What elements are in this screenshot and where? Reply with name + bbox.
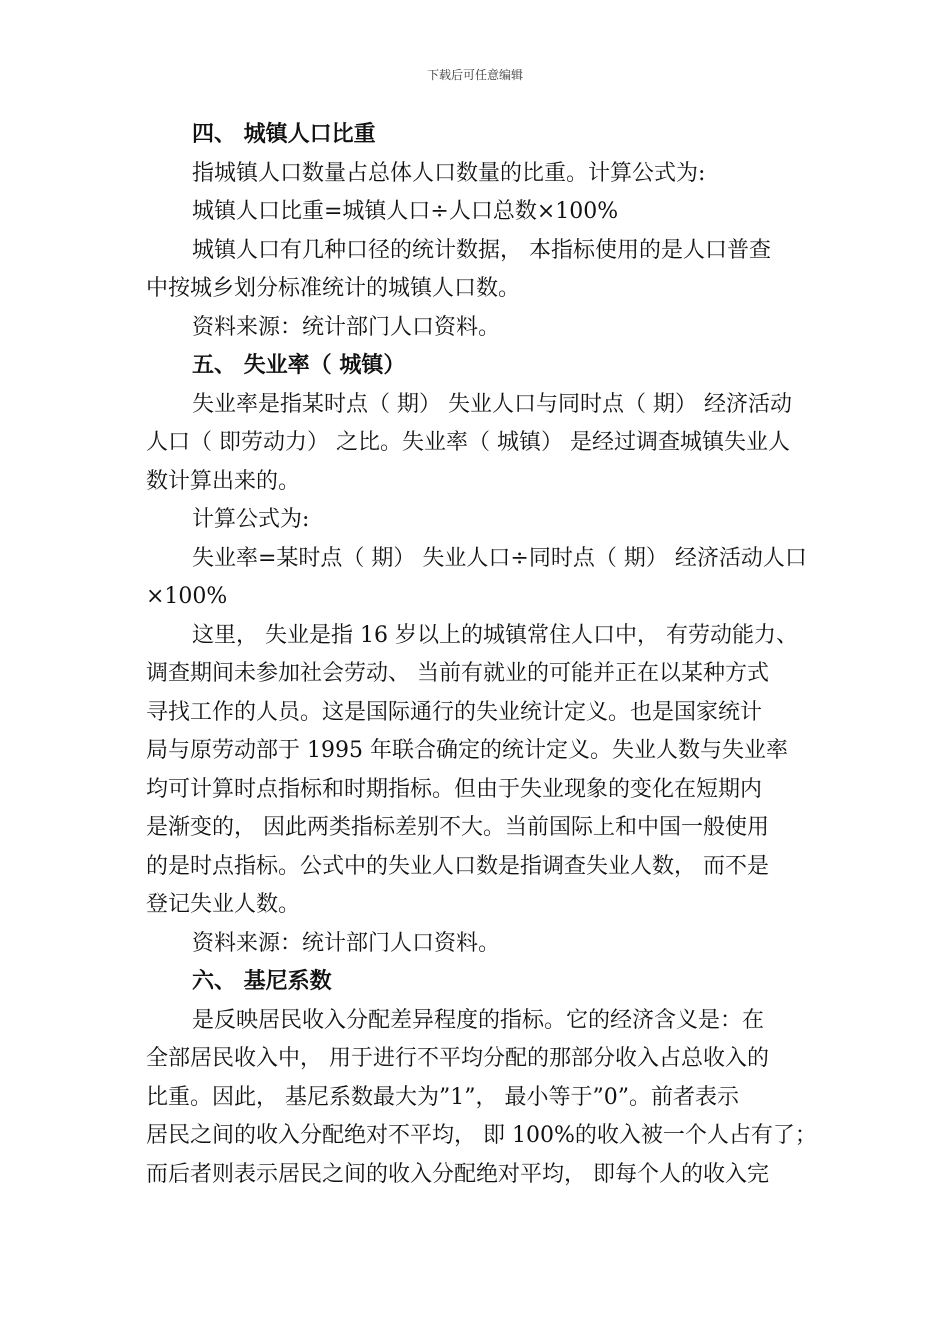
section-heading-urban-population-ratio: 四、 城镇人口比重 [192,122,376,147]
source-line: 资料来源：统计部门人口资料。 [192,315,501,340]
paragraph-line: 是反映居民收入分配差异程度的指标。它的经济含义是：在 [192,1008,765,1033]
paragraph-line: 城镇人口有几种口径的统计数据， 本指标使用的是人口普查 [192,238,771,263]
paragraph-line: 调查期间未参加社会劳动、 当前有就业的可能并正在以某种方式 [146,661,769,686]
paragraph-line: 的是时点指标。公式中的失业人口数是指调查失业人数， 而不是 [146,854,769,879]
paragraph-line: 人口（ 即劳动力） 之比。失业率（ 城镇） 是经过调查城镇失业人 [146,430,790,455]
paragraph-line: 数计算出来的。 [146,469,301,494]
section-heading-unemployment-rate: 五、 失业率（ 城镇） [192,353,406,378]
paragraph-line: 居民之间的收入分配绝对不平均， 即 100%的收入被一个人占有了； [146,1123,817,1148]
paragraph-line: 比重。因此， 基尼系数最大为”1”， 最小等于”0”。前者表示 [146,1085,739,1110]
paragraph-line: 局与原劳动部于 1995 年联合确定的统计定义。失业人数与失业率 [146,738,788,763]
paragraph-line: 失业率是指某时点（ 期） 失业人口与同时点（ 期） 经济活动 [192,392,792,417]
paragraph-line: 寻找工作的人员。这是国际通行的失业统计定义。也是国家统计 [146,700,763,725]
paragraph-line: 而后者则表示居民之间的收入分配绝对平均， 即每个人的收入完 [146,1162,769,1187]
paragraph-line: 中按城乡划分标准统计的城镇人口数。 [146,276,521,301]
source-line: 资料来源：统计部门人口资料。 [192,931,501,956]
formula-line: 城镇人口比重=城镇人口÷人口总数×100% [192,199,619,224]
paragraph-line: 是渐变的， 因此两类指标差别不大。当前国际上和中国一般使用 [146,815,769,840]
paragraph-line: 这里， 失业是指 16 岁以上的城镇常住人口中， 有劳动能力、 [192,623,798,648]
paragraph-line: 指城镇人口数量占总体人口数量的比重。计算公式为: [192,161,706,186]
paragraph-line: 全部居民收入中， 用于进行不平均分配的那部分收入占总收入的 [146,1046,769,1071]
formula-line: 失业率=某时点（ 期） 失业人口÷同时点（ 期） 经济活动人口 [192,546,807,571]
page-header-note: 下载后可任意编辑 [426,68,523,82]
section-heading-gini-coefficient: 六、 基尼系数 [192,969,332,994]
formula-line: ×100% [146,584,228,609]
paragraph-line: 登记失业人数。 [146,892,301,917]
paragraph-line: 均可计算时点指标和时期指标。但由于失业现象的变化在短期内 [146,777,763,802]
paragraph-line: 计算公式为: [192,507,310,532]
